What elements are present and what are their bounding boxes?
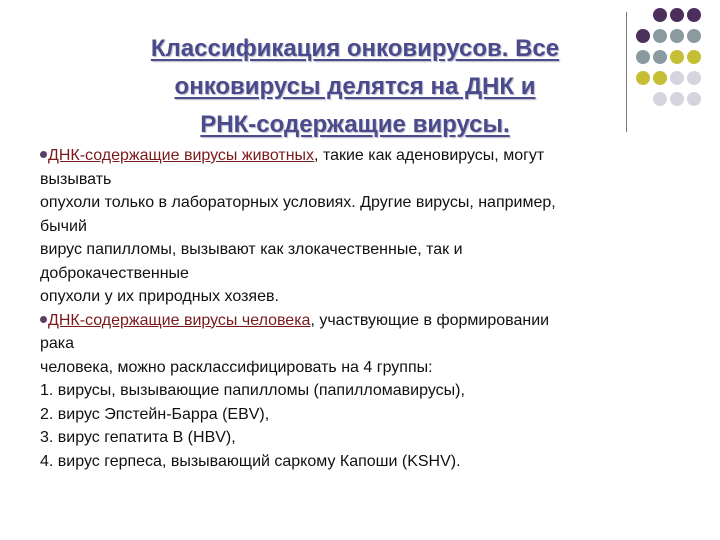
slide-title <box>95 30 615 144</box>
bullet-icon <box>40 151 47 158</box>
decorative-dot <box>636 50 650 64</box>
bullet1-rest: , такие как аденовирусы, могут <box>314 147 545 164</box>
highlight-animal-viruses: ДНК-содержащие вирусы животных <box>48 147 315 164</box>
decorative-dot <box>653 8 667 22</box>
decorative-dot <box>687 92 701 106</box>
list-item-1: 1. вирусы, вызывающие папилломы (папилломавирусы), <box>40 382 465 399</box>
decorative-dot <box>653 71 667 85</box>
slide-body <box>40 144 690 473</box>
text-line: опухоли у их природных хозяев. <box>40 288 279 305</box>
text-line: вызывать <box>40 170 112 188</box>
title-line-2: онковирусы делятся на ДНК и <box>174 73 536 100</box>
decorative-dot <box>636 29 650 43</box>
decorative-dot <box>687 50 701 64</box>
decorative-dot <box>636 71 650 85</box>
text-line: опухоли только в лабораторных условиях. Другие вирусы, например, <box>40 194 556 211</box>
title-line-3: РНК-содержащие вирусы. <box>200 111 510 138</box>
decorative-dot <box>670 29 684 43</box>
bullet-item-animal-viruses <box>40 144 690 168</box>
bullet-icon <box>40 316 47 323</box>
decorative-dot <box>653 92 667 106</box>
text-line: вирус папилломы, вызывают как злокачественные, так и <box>40 241 463 258</box>
vertical-divider <box>626 12 627 132</box>
decorative-dot <box>687 71 701 85</box>
text-line: рака <box>40 335 75 352</box>
title-line-1: Классификация онковирусов. Все <box>150 35 560 62</box>
decorative-dot <box>653 50 667 64</box>
text-line: доброкачественные <box>40 264 189 282</box>
decorative-dot <box>670 50 684 64</box>
text-line: человека, можно расклассифицировать на 4 группы: <box>40 358 433 376</box>
decorative-dot <box>687 29 701 43</box>
text-line: бычий <box>40 217 87 235</box>
decorative-dot <box>670 8 684 22</box>
bullet2-rest: , участвующие в формировании <box>310 311 550 329</box>
decorative-dot <box>670 92 684 106</box>
highlight-human-viruses: ДНК-содержащие вирусы человека <box>48 311 311 329</box>
bullet-item-human-viruses <box>40 309 690 333</box>
decorative-dot <box>687 8 701 22</box>
decorative-dot <box>653 29 667 43</box>
list-item-3: 3. вирус гепатита В (HBV), <box>40 429 236 446</box>
list-item-4: 4. вирус герпеса, вызывающий саркому Капоши (KSHV). <box>40 452 461 470</box>
list-item-2: 2. вирус Эпстейн-Барра (EBV), <box>40 405 270 423</box>
decorative-dot <box>670 71 684 85</box>
